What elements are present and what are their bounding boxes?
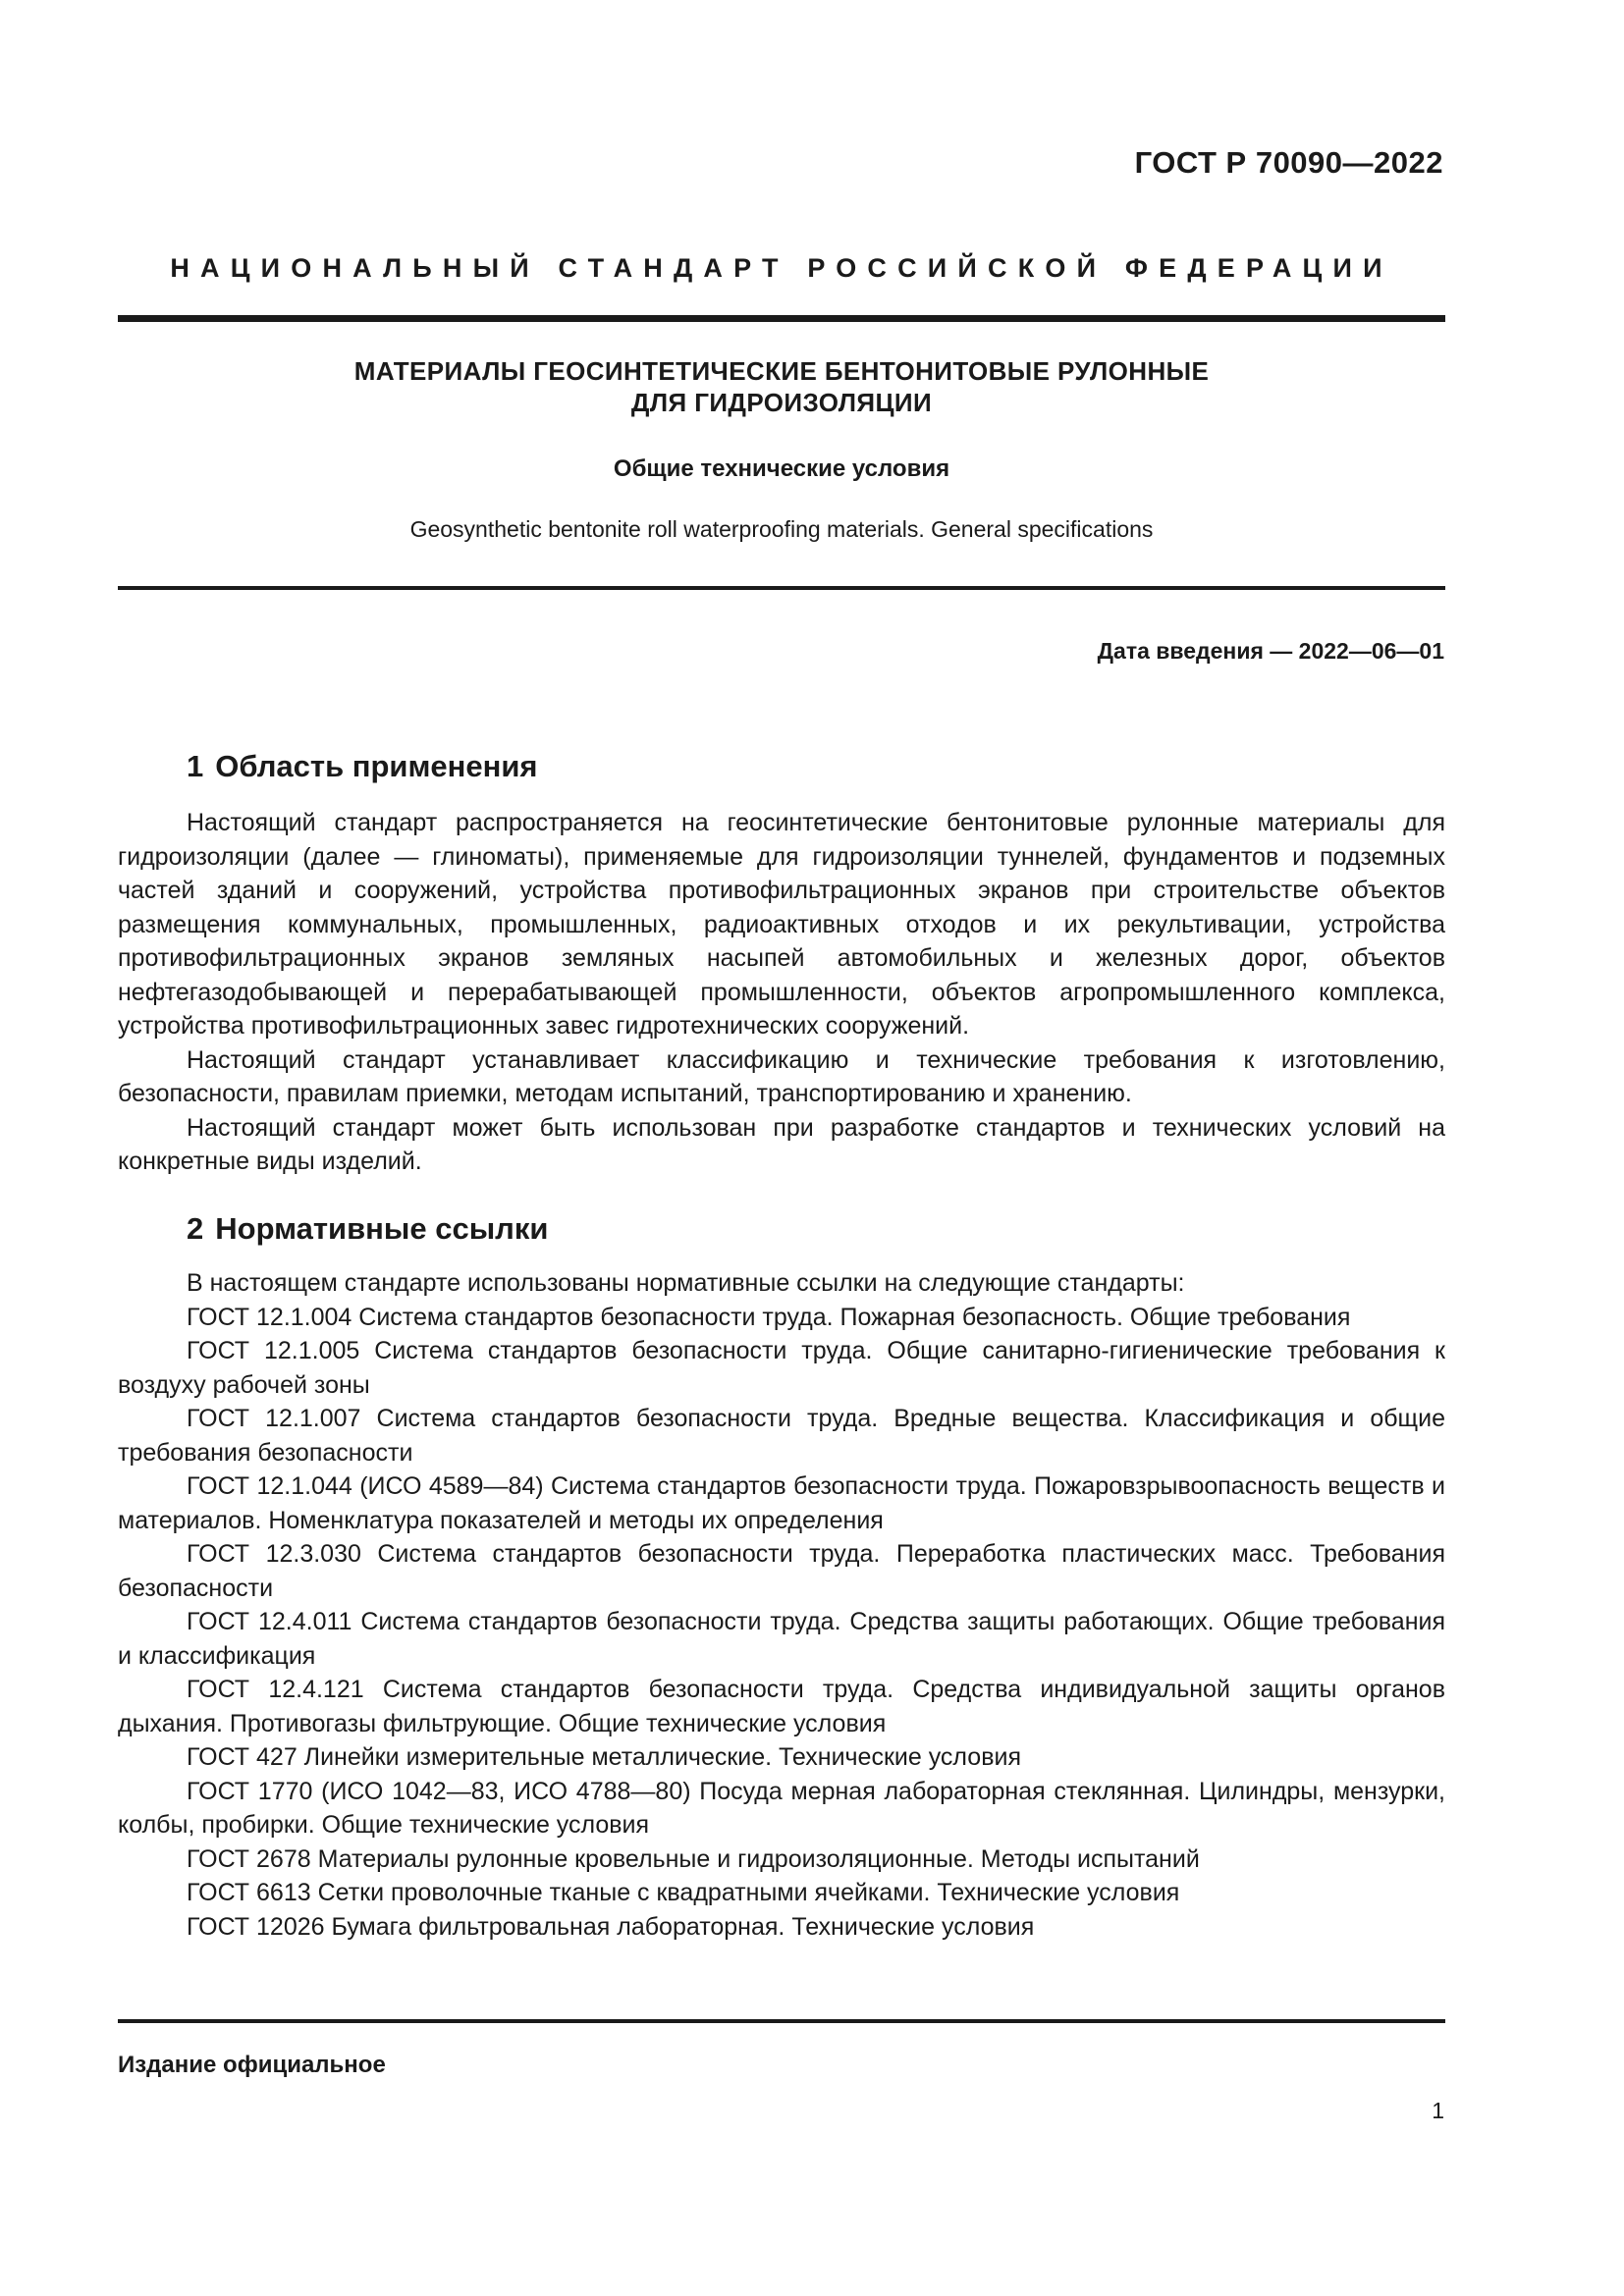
- reference-item: ГОСТ 6613 Сетки проволочные тканые с квадратными ячейками. Технические условия: [187, 1879, 1180, 1906]
- section-1-title: Область применения: [215, 749, 538, 783]
- reference-item: ГОСТ 12.1.044 (ИСО 4589—84) Система стандартов безопасности труда. Пожаровзрывоопасность веществ и материалов. Номенклатура показателей и методы их определения: [118, 1472, 1445, 1534]
- header-divider: [118, 315, 1445, 322]
- reference-item: ГОСТ 427 Линейки измерительные металлические. Технические условия: [187, 1743, 1021, 1771]
- footer-divider: [118, 2019, 1445, 2023]
- page-number: 1: [1432, 2098, 1444, 2123]
- document-title-line2: ДЛЯ ГИДРОИЗОЛЯЦИИ: [630, 388, 933, 417]
- paragraph: Настоящий стандарт устанавливает классификацию и технические требования к изготовлению, безопасности, правилам приемки, методам испытаний, транспортированию и хранению.: [118, 1045, 1445, 1107]
- document-title: [118, 355, 1445, 418]
- section-1-heading: [187, 749, 538, 784]
- reference-item: ГОСТ 1770 (ИСО 1042—83, ИСО 4788—80) Посуда мерная лабораторная стеклянная. Цилиндры, мензурки, колбы, пробирки. Общие технические условия: [118, 1777, 1445, 1839]
- reference-item: ГОСТ 12.4.121 Система стандартов безопасности труда. Средства индивидуальной защиты органов дыхания. Противогазы фильтрующие. Общие технические условия: [118, 1676, 1445, 1737]
- reference-item: ГОСТ 2678 Материалы рулонные кровельные и гидроизоляционные. Методы испытаний: [187, 1844, 1200, 1873]
- document-title-line1: МАТЕРИАЛЫ ГЕОСИНТЕТИЧЕСКИЕ БЕНТОНИТОВЫЕ РУЛОННЫЕ: [353, 356, 1210, 386]
- reference-item: ГОСТ 12.1.004 Система стандартов безопасности труда. Пожарная безопасность. Общие требования: [187, 1303, 1351, 1331]
- reference-item: ГОСТ 12.3.030 Система стандартов безопасности труда. Переработка пластических масс. Требования безопасности: [118, 1540, 1445, 1602]
- reference-item: ГОСТ 12.1.007 Система стандартов безопасности труда. Вредные вещества. Классификация и общие требования безопасности: [118, 1405, 1445, 1467]
- paragraph: Настоящий стандарт может быть использован при разработке стандартов и технических условий на конкретные виды изделий.: [118, 1113, 1445, 1175]
- paragraph: Настоящий стандарт распространяется на геосинтетические бентонитовые рулонные материалы для гидроизоляции (далее — глиноматы), применяемые для гидроизоляции туннелей, фундаментов и подземных частей зданий и сооружений, устройства противофильтрационных экранов при строительстве объектов размещения коммунальных, промышленных, радиоактивных отходов и их рекультивации, устройства противофильтрационных экранов земляных насыпей автомобильных и железных дорог, объектов нефтегазодобывающей и перерабатывающей промышленности, объектов агропромышленного комплекса, устройства противофильтрационных завес гидротехнических сооружений.: [118, 809, 1445, 1040]
- reference-item: ГОСТ 12.4.011 Система стандартов безопасности труда. Средства защиты работающих. Общие требования и классификация: [118, 1608, 1445, 1670]
- section-2-body: [118, 1266, 1445, 1944]
- document-subtitle: Общие технические условия: [613, 455, 950, 482]
- reference-item: ГОСТ 12026 Бумага фильтровальная лабораторная. Технические условия: [187, 1912, 1035, 1941]
- document-number: ГОСТ Р 70090—2022: [1134, 145, 1443, 180]
- section-1-number: 1: [187, 749, 204, 783]
- document-title-english: Geosynthetic bentonite roll waterproofing materials. General specifications: [409, 516, 1154, 542]
- paragraph: В настоящем стандарте использованы нормативные ссылки на следующие стандарты:: [187, 1269, 1185, 1297]
- national-standard-banner: НАЦИОНАЛЬНЫЙ СТАНДАРТ РОССИЙСКОЙ ФЕДЕРАЦИИ: [170, 253, 1393, 283]
- section-2-title: Нормативные ссылки: [215, 1211, 549, 1246]
- official-edition-label: Издание официальное: [118, 2052, 386, 2078]
- reference-item: ГОСТ 12.1.005 Система стандартов безопасности труда. Общие санитарно-гигиенические требования к воздуху рабочей зоны: [118, 1337, 1445, 1399]
- section-2-heading: [187, 1211, 548, 1247]
- section-1-body: [118, 806, 1445, 1179]
- section-2-number: 2: [187, 1211, 204, 1246]
- title-divider: [118, 586, 1445, 590]
- introduction-date: Дата введения — 2022—06—01: [1097, 638, 1444, 664]
